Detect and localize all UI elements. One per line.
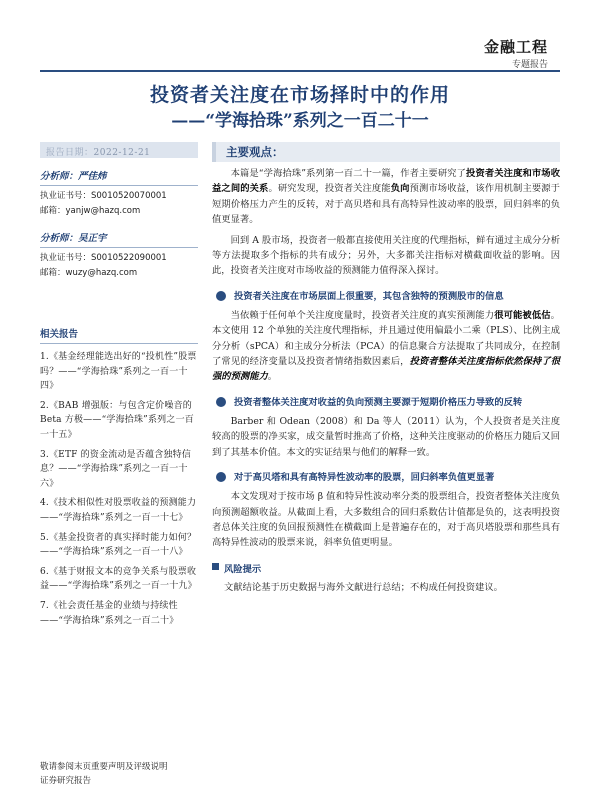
header-divider [40, 70, 560, 72]
report-date-label: 报告日期： [46, 148, 94, 158]
report-subtitle: ——“学海拾珠”系列之一百二十一 [171, 111, 429, 131]
analyst-cert: 执业证书号：S0010520070001 [40, 191, 167, 201]
bullet-dot-icon [216, 291, 226, 301]
footer-label: 证券研究报告 [40, 776, 92, 786]
related-report-item[interactable]: 6.《基于财报文本的竞争关系与股票收益——“学海拾珠”系列之一百一十九》 [40, 566, 197, 592]
main-content [212, 142, 560, 593]
report-date-value: 2022-12-21 [93, 148, 151, 158]
left-sidebar [40, 142, 198, 278]
analyst-block [40, 230, 198, 278]
bullet-dot-icon [216, 397, 226, 407]
analyst-email[interactable]: 邮箱：wuzy@hazq.com [40, 268, 138, 278]
report-title: 投资者关注度在市场择时中的作用 [149, 84, 450, 106]
risk-warning-heading: 风险提示 [212, 561, 560, 575]
related-report-item[interactable]: 4.《技术相似性对股票收益的预测能力——“学海拾珠”系列之一百一十七》 [40, 498, 197, 523]
risk-warning-text: 文献结论基于历史数据与海外文献进行总结；不构成任何投资建议。 [224, 581, 503, 593]
report-type: 专题报告 [511, 60, 548, 70]
related-reports [40, 326, 198, 633]
related-reports-heading: 相关报告 [40, 326, 198, 344]
analyst-block [40, 168, 198, 216]
brand-title: 金融工程 [483, 38, 548, 56]
key-point-heading: 投资者整体关注度对收益的负向预测主要源于短期价格压力导致的反转 [212, 395, 560, 410]
key-point-heading: 投资者关注度在市场层面上很重要，其包含独特的预测股市的信息 [212, 289, 560, 304]
disclaimer-link[interactable]: 敬请参阅末页重要声明及评级说明 [40, 762, 168, 772]
intro-paragraph: 回到 A 股市场，投资者一般都直接使用关注度的代理指标，鲜有通过主成分分析等方法提取多个指标的共有成分；另外，大多都关注指标对横截面收益的影响。因此，投资者关注度对市场收益的预测能力值得深入探讨。 [212, 234, 560, 277]
related-report-item[interactable]: 2.《BAB 增强版：与包含定价噪音的 Beta 方极——“学海拾珠”系列之一百一十五》 [40, 400, 194, 440]
bullet-dot-icon [216, 472, 226, 482]
key-point-heading: 对于高贝塔和具有高特异性波动率的股票，回归斜率负值更显著 [212, 470, 560, 485]
key-points-heading: 主要观点： [212, 142, 560, 162]
square-bullet-icon [212, 563, 219, 570]
related-report-item[interactable]: 3.《ETF 的资金流动是否蕴含独特信息？——“学海拾珠”系列之一百一十六》 [40, 449, 192, 489]
analyst-email[interactable]: 邮箱：yanjw@hazq.com [40, 206, 141, 216]
analyst-name: 分析师：吴正宇 [40, 230, 198, 248]
key-point-paragraph: Barber 和 Odean（2008）和 Da 等人（2011）认为，个人投资者是关注度较高的股票的净买家，成交量暂时推高了价格，这种关注度驱动的价格压力随后又回到了其基本价值。本文的实证结果与他们的解释一致。 [212, 415, 560, 458]
related-report-item[interactable]: 1.《基金经理能选出好的“投机性”股票吗？——“学海拾珠”系列之一百一十四》 [40, 352, 197, 392]
key-point-paragraph: 当依赖于任何单个关注度度量时，投资者关注度的真实预测能力很可能被低估。本文使用 12 个单独的关注度代理指标，并且通过使用偏最小二乘（PLS）、比例主成分分析（sPCA）和主成分分析法（PCA）的信息聚合方法提取了共同成分，在控制了常见的经济变量以及投资者情绪指数因素后，投资者整体关注度指标依然保持了很强的预测能力。 [212, 309, 560, 383]
analyst-name: 分析师：严佳炜 [40, 168, 198, 186]
related-report-item[interactable]: 7.《社会责任基金的业绩与持续性——“学海拾珠”系列之一百二十》 [40, 600, 179, 626]
page-footer [40, 760, 168, 788]
related-report-item[interactable]: 5.《基金投资者的真实择时能力如何？——“学海拾珠”系列之一百一十八》 [40, 532, 197, 558]
analyst-cert: 执业证书号：S0010522090001 [40, 253, 167, 263]
key-point-paragraph: 本文发现对于按市场 β 值和特异性波动率分类的股票组合，投资者整体关注度负向预测超额收益。从截面上看，大多数组合的回归系数估计值都是负的，这表明投资者总体关注度的负回报预测性在横截面上是普遍存在的，对于高贝塔股票和那些具有高特异性波动的股票来说，斜率负值更明显。 [212, 491, 560, 549]
intro-paragraph: 本篇是“学海拾珠”系列第一百二十一篇，作者主要研究了投资者关注度和市场收益之间的关系。研究发现，投资者关注度能负向预测市场收益，该作用机制主要源于短期价格压力产生的反转，对于高贝塔和具有高特异性波动率的股票，回归斜率的负值更显著。 [212, 168, 560, 226]
report-date-bar [40, 142, 198, 158]
